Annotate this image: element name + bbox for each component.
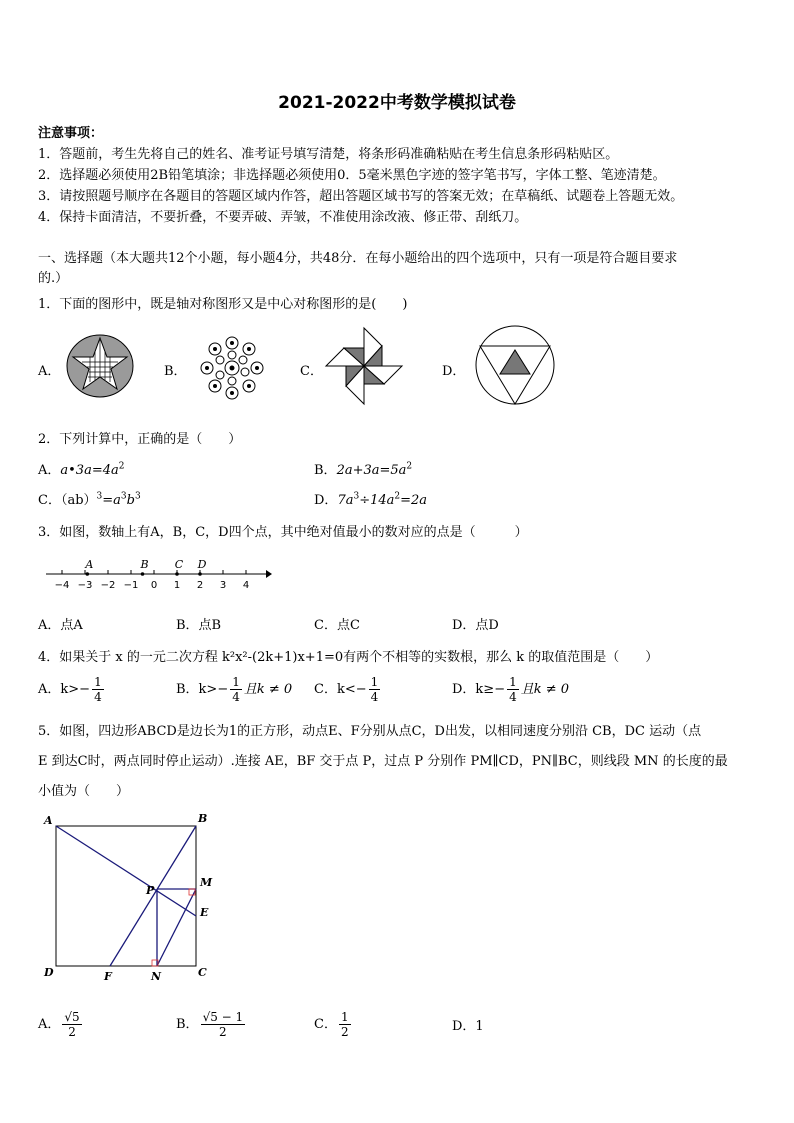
number-line-tick-label: 0 (150, 580, 158, 591)
q1-option-a-label: A． (38, 364, 61, 379)
q2-c-exp3: 3 (134, 491, 141, 502)
q2-stem: 2．下列计算中，正确的是（ ） (38, 432, 242, 447)
q4-b-num: 1 (232, 675, 240, 689)
notice-item: 2．选择题必须使用2B铅笔填涂；非选择题必须使用0．5毫米黑色字迹的签字笔书写，字体工整、笔迹清楚。 (38, 168, 666, 183)
q1-figure-a-star-circle (62, 330, 138, 400)
number-line-tick-label: 3 (219, 580, 227, 591)
q3-option-c: C．点C (314, 618, 360, 633)
q2-d-exp2: 2 (394, 491, 401, 502)
point-D: D (44, 966, 54, 979)
q4-b-fraction (230, 675, 242, 704)
q2-c-exp1: 3 (96, 491, 103, 502)
q4-a-den: 4 (94, 690, 102, 704)
q3-option-d: D．点D (452, 618, 499, 633)
q4-option-d (452, 675, 569, 704)
q2-b-label: B． (314, 463, 337, 478)
q4-b-text: B．k>− (176, 682, 229, 697)
q1-stem: 1．下面的图形中，既是轴对称图形又是中心对称图形的是( ) (38, 297, 408, 312)
number-line-point-label: A (85, 558, 94, 571)
q2-b-exp: 2 (406, 461, 413, 472)
q2-option-d (314, 489, 427, 508)
point-F: F (104, 970, 112, 983)
q5-a-fraction (62, 1010, 81, 1039)
q1-option-b-label: B． (164, 364, 187, 379)
notice-item: 4．保持卡面清洁，不要折叠，不要弄破、弄皱，不准使用涂改液、修正带、刮纸刀。 (38, 210, 528, 225)
q2-c-exp2: 3 (120, 491, 127, 502)
q5-option-d: D．1 (452, 1019, 484, 1034)
q4-c-den: 4 (370, 690, 379, 704)
q4-option-c (314, 675, 382, 704)
number-line-tick-label: −1 (123, 580, 139, 591)
q2-d-t2: ÷14a (359, 493, 395, 508)
point-N: N (151, 970, 162, 983)
number-line-point-label: D (197, 558, 207, 571)
number-line-point (198, 572, 202, 576)
q5-c-fraction (339, 1010, 351, 1039)
q2-c-mid: =a (102, 493, 121, 508)
q4-option-a (38, 675, 106, 704)
number-line-point-label: B (140, 558, 149, 571)
section-heading: 一、选择题（本大题共12个小题，每小题4分，共48分．在每小题给出的四个选项中，只有一项是符合题目要求 (38, 251, 678, 266)
q1-option-d-label: D． (442, 364, 466, 379)
q5-square-diagram (38, 810, 218, 985)
q3-number-line (44, 556, 274, 592)
page-title: 2021-2022中考数学模拟试卷 (278, 93, 516, 113)
q5-b-den: 2 (219, 1025, 227, 1039)
q1-figure-d-triangle-circle (474, 324, 556, 406)
q5-b-fraction (201, 1010, 246, 1039)
number-line-tick-label: 4 (242, 580, 250, 591)
q5-b-num: √5 − 1 (202, 1010, 244, 1024)
q4-b-den: 4 (232, 690, 240, 704)
number-line-tick-label: −3 (77, 580, 93, 591)
q4-a-fraction (92, 675, 104, 704)
number-line-point (141, 572, 145, 576)
number-line-point-label: C (174, 558, 184, 571)
q1-option-c-label: C． (300, 364, 323, 379)
q4-d-tail: 且k ≠ 0 (520, 682, 570, 697)
q4-c-num: 1 (370, 675, 379, 689)
q2-b-expr: 2a+3a=5a (336, 463, 407, 478)
q4-d-text: D．k≥− (452, 682, 506, 697)
number-line-tick-label: −2 (100, 580, 116, 591)
number-line-point (86, 572, 90, 576)
q2-option-a (38, 459, 124, 478)
q5-b-label: B． (176, 1017, 199, 1032)
q5-a-label: A． (38, 1017, 61, 1032)
q4-b-tail: 且k ≠ 0 (243, 682, 293, 697)
q2-d-exp1: 3 (353, 491, 360, 502)
q5-option-a (38, 1010, 84, 1039)
q5-c-den: 2 (340, 1025, 349, 1039)
q5-a-num: √5 (64, 1010, 80, 1024)
point-P: P (146, 884, 155, 897)
q4-d-num: 1 (509, 675, 517, 689)
number-line-tick-label: −4 (54, 580, 70, 591)
q3-option-a: A．点A (38, 618, 83, 633)
q2-c-label: C．（ab） (38, 493, 97, 508)
q2-d-t1: 7a (337, 493, 354, 508)
q2-d-t3: =2a (400, 493, 428, 508)
q2-option-b (314, 459, 412, 478)
point-A: A (44, 814, 53, 827)
q5-stem-line2: E 到达C时，两点同时停止运动）.连接 AE，BF 交于点 P，过点 P 分别作 PM∥CD，PN∥BC，则线段 MN 的长度的最 (38, 754, 728, 769)
q4-a-num: 1 (94, 675, 102, 689)
q5-c-num: 1 (340, 1010, 349, 1024)
notice-heading: 注意事项： (38, 126, 104, 141)
q5-stem-line3: 小值为（ ） (38, 784, 130, 799)
q4-stem: 4．如果关于 x 的一元二次方程 k²x²-(2k+1)x+1=0有两个不相等的实数根，那么 k 的取值范围是（ ） (38, 650, 659, 665)
q4-c-fraction (369, 675, 381, 704)
q2-option-c (38, 489, 141, 508)
point-C: C (198, 966, 207, 979)
q5-option-c (314, 1010, 353, 1039)
q3-option-b: B．点B (176, 618, 222, 633)
q2-a-label: A． (38, 463, 61, 478)
q3-stem: 3．如图，数轴上有A，B，C，D四个点，其中绝对值最小的数对应的点是（ ） (38, 525, 528, 540)
number-line-tick-label: 2 (196, 580, 204, 591)
q1-figure-c-pinwheel (322, 324, 406, 408)
q4-c-text: C．k<− (314, 682, 367, 697)
q4-d-den: 4 (509, 690, 517, 704)
notice-item: 1．答题前，考生先将自己的姓名、准考证号填写清楚，将条形码准确粘贴在考生信息条形码粘贴区。 (38, 147, 619, 162)
notice-item: 3．请按照题号顺序在各题目的答题区域内作答，超出答题区域书写的答案无效；在草稿纸、试题卷上答题无效。 (38, 189, 684, 204)
section-heading-cont: 的.） (38, 271, 69, 286)
point-E: E (200, 906, 209, 919)
q2-a-expr: a•3a=4a (60, 463, 119, 478)
q5-a-den: 2 (68, 1025, 76, 1039)
point-B: B (198, 812, 208, 825)
number-line-point (175, 572, 179, 576)
q2-a-exp: 2 (118, 461, 125, 472)
q4-option-b (176, 675, 292, 704)
q5-stem-line1: 5．如图，四边形ABCD是边长为1的正方形，动点E、F分别从点C，D出发，以相同速度分别沿 CB，DC 运动（点 (38, 724, 702, 739)
q1-figure-b-flower (196, 334, 268, 402)
q5-c-label: C． (314, 1017, 337, 1032)
q4-a-text: A．k>− (38, 682, 91, 697)
q2-c-tail: b (126, 493, 135, 508)
q2-d-label: D． (314, 493, 338, 508)
q4-d-fraction (507, 675, 519, 704)
number-line-tick-label: 1 (173, 580, 181, 591)
point-M: M (200, 876, 213, 889)
q5-option-b (176, 1010, 247, 1039)
